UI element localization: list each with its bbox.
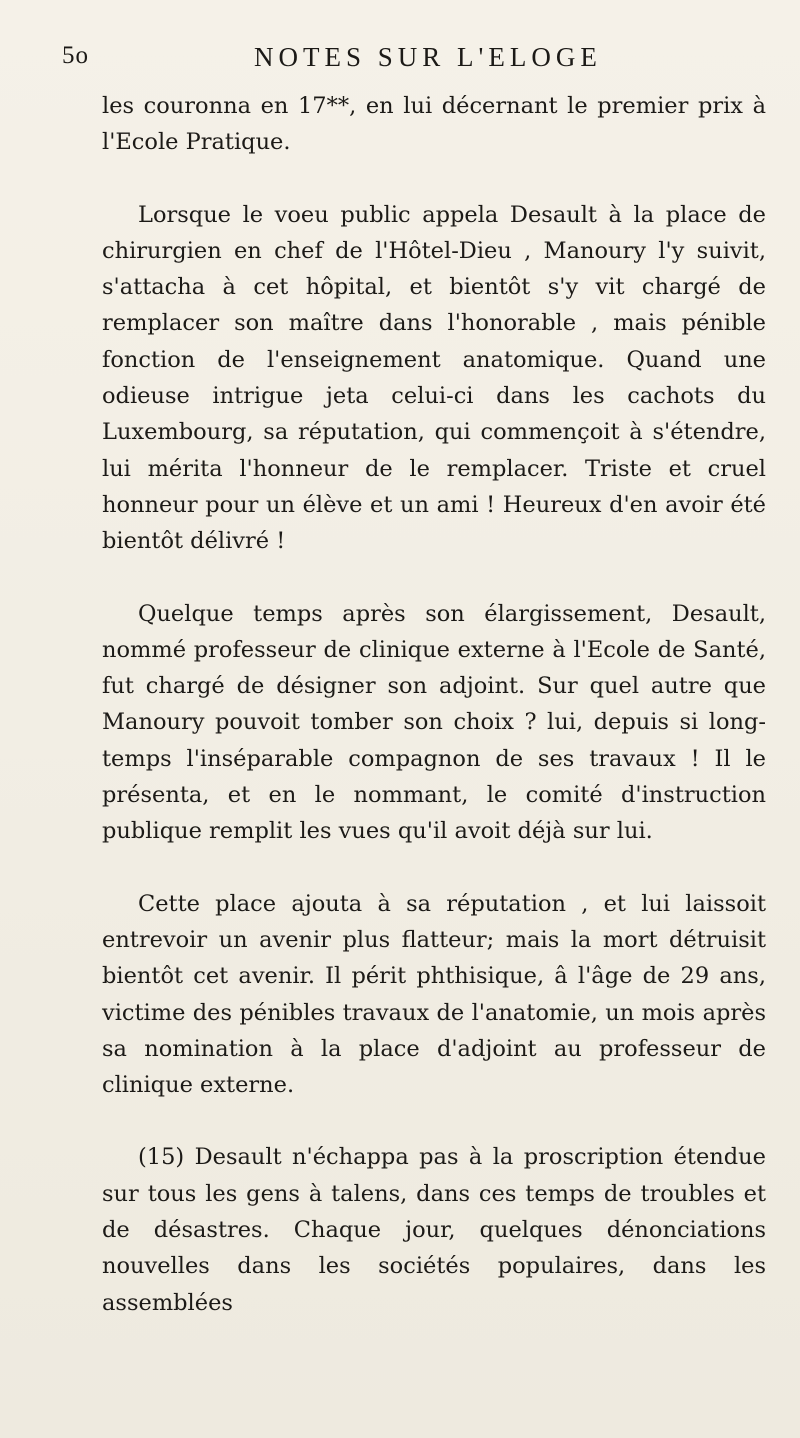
paragraph-continuation: les couronna en 17**, en lui décernant le premier prix à l'Ecole Pratique.	[102, 93, 766, 156]
paragraph: Quelque temps après son élargissement, Desault, nommé professeur de clinique externe à l'Ecole de Santé, fut chargé de désigner son adjoint. Sur quel autre que Manoury pouvoit tomber son choix ? lui, depuis si long-temps l'inséparable compagnon de ses travaux ! Il le présenta, et en le nommant, le comité d'instruction publique remplit les vues qu'il avoit déjà sur lui.	[102, 600, 766, 845]
page-number: 5o	[62, 42, 89, 69]
paragraph-note-15: (15) Desault n'échappa pas à la proscription étendue sur tous les gens à talens, dans ces temps de troubles et de désastres. Chaque jour, quelques dénonciations nouvelles dans les sociétés populaires, dans les assemblées	[102, 1144, 766, 1316]
paragraph: Lorsque le voeu public appela Desault à la place de chirurgien en chef de l'Hôtel-Dieu , Manoury l'y suivit, s'attacha à cet hôpital, et bientôt s'y vit chargé de remplacer son maître dans l'honorable , mais pénible fonction de l'enseignement anatomique. Quand une odieuse intrigue jeta celui-ci dans les cachots du Luxembourg, sa réputation, qui commençoit à s'étendre, lui mérita l'honneur de le remplacer. Triste et cruel honneur pour un élève et un ami ! Heureux d'en avoir été bientôt délivré !	[102, 201, 766, 555]
running-head	[62, 36, 762, 76]
body-text	[102, 88, 766, 1321]
running-title: NOTES SUR L'ELOGE	[254, 42, 602, 72]
paragraph: Cette place ajouta à sa réputation , et lui laissoit entrevoir un avenir plus flatteur; mais la mort détruisit bientôt cet avenir. Il périt phthisique, â l'âge de 29 ans, victime des pénibles travaux de l'anatomie, un mois après sa nomination à la place d'adjoint au professeur de clinique externe.	[102, 890, 766, 1099]
